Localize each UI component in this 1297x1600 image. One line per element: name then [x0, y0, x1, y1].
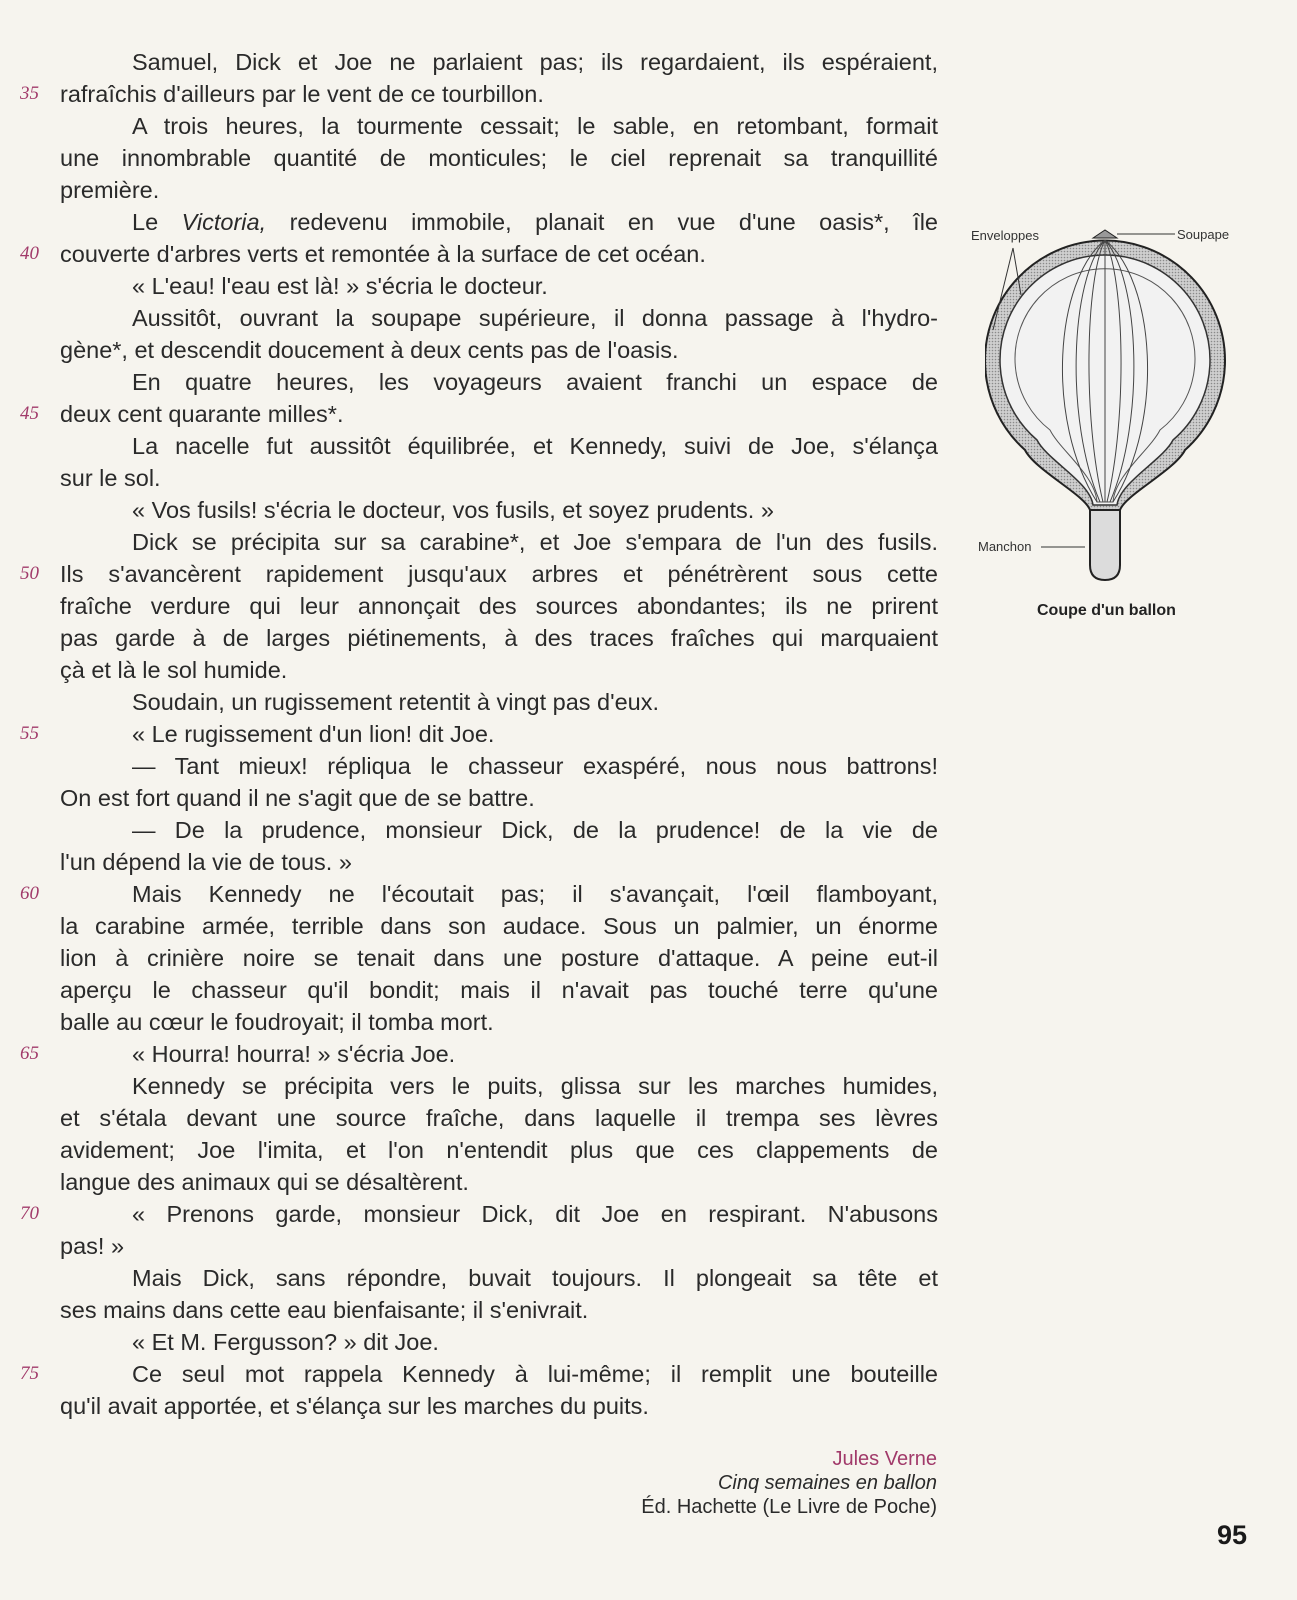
text-line: [60, 1294, 938, 1326]
line-text: deux cent quarante milles*.: [60, 401, 344, 427]
text-line: [20, 1198, 938, 1230]
text-line: [60, 1230, 938, 1262]
label-soupape: Soupape: [1177, 227, 1230, 242]
line-text: balle au cœur le foudroyait; il tomba mort.: [60, 1009, 494, 1035]
line-text: pas! »: [60, 1233, 125, 1259]
text-line: [60, 174, 938, 206]
line-text: Soudain, un rugissement retentit à vingt pas d'eux.: [132, 689, 660, 715]
text-line: [60, 302, 938, 334]
line-text: aperçu le chasseur qu'il bondit; mais il n'avait pas touché terre qu'une: [60, 977, 938, 1003]
text-line: [60, 590, 938, 622]
text-line: [20, 558, 938, 590]
text-line: [60, 814, 938, 846]
text-line: [20, 1038, 938, 1070]
line-text: redevenu immobile, planait en vue d'une oasis*, île: [266, 209, 938, 235]
text-line: [60, 110, 938, 142]
author-name: Jules Verne: [832, 1448, 937, 1470]
line-text: Aussitôt, ouvrant la soupape supérieure, il donna passage à l'hydro-: [132, 305, 938, 331]
text-line: [20, 238, 938, 270]
text-line: [60, 1102, 938, 1134]
line-number: 55: [20, 723, 39, 744]
line-text: sur le sol.: [60, 465, 161, 491]
text-line: [60, 974, 938, 1006]
line-text: langue des animaux qui se désaltèrent.: [60, 1169, 469, 1195]
line-number: 45: [20, 403, 39, 424]
line-text: Ce seul mot rappela Kennedy à lui-même; il remplit une bouteille: [132, 1361, 938, 1387]
text-line: [60, 1070, 938, 1102]
line-text: Mais Kennedy ne l'écoutait pas; il s'avançait, l'œil flamboyant,: [132, 881, 938, 907]
text-line: [60, 910, 938, 942]
line-text: La nacelle fut aussitôt équilibrée, et Kennedy, suivi de Joe, s'élança: [132, 433, 938, 459]
ship-name: Victoria,: [181, 209, 267, 235]
text-line: [60, 942, 938, 974]
label-enveloppes: Enveloppes: [971, 228, 1039, 243]
line-text: Kennedy se précipita vers le puits, glissa sur les marches humides,: [132, 1073, 938, 1099]
text-line: [60, 1390, 938, 1422]
text-line: [60, 46, 938, 78]
line-text: ses mains dans cette eau bienfaisante; il s'enivrait.: [60, 1297, 589, 1323]
figure-caption: Coupe d'un ballon: [1037, 602, 1176, 619]
line-number: 40: [20, 243, 39, 264]
valve-shape: [1093, 230, 1117, 238]
text-line: [60, 686, 938, 718]
text-line: [60, 1006, 938, 1038]
line-text: qu'il avait apportée, et s'élança sur les marches du puits.: [60, 1393, 649, 1419]
text-line: [60, 270, 938, 302]
text-line: [60, 430, 938, 462]
text-line: [60, 1134, 938, 1166]
text-line: [60, 1326, 938, 1358]
line-text: fraîche verdure qui leur annonçait des sources abondantes; ils ne prirent: [60, 593, 938, 619]
text-line: [60, 846, 938, 878]
line-text: « Prenons garde, monsieur Dick, dit Joe en respirant. N'abusons: [132, 1201, 938, 1227]
line-text: A trois heures, la tourmente cessait; le sable, en retombant, formait: [132, 113, 938, 139]
line-text: « Le rugissement d'un lion! dit Joe.: [132, 721, 495, 747]
line-number: 50: [20, 563, 39, 584]
line-text: et s'étala devant une source fraîche, dans laquelle il trempa ses lèvres: [60, 1105, 938, 1131]
line-text: couverte d'arbres verts et remontée à la surface de cet océan.: [60, 241, 706, 267]
line-text: Dick se précipita sur sa carabine*, et Joe s'empara de l'un des fusils.: [132, 529, 938, 555]
line-number: 65: [20, 1043, 39, 1064]
line-text: Samuel, Dick et Joe ne parlaient pas; ils regardaient, ils espéraient,: [132, 49, 938, 75]
line-text: Mais Dick, sans répondre, buvait toujours. Il plongeait sa tête et: [132, 1265, 938, 1291]
line-text: Ils s'avancèrent rapidement jusqu'aux arbres et pénétrèrent sous cette: [60, 561, 938, 587]
text-line: [20, 78, 938, 110]
text-line: [60, 654, 938, 686]
line-text: — De la prudence, monsieur Dick, de la prudence! de la vie de: [132, 817, 938, 843]
text-line: [20, 398, 938, 430]
line-text: « Vos fusils! s'écria le docteur, vos fusils, et soyez prudents. »: [132, 497, 774, 523]
book-title: Cinq semaines en ballon: [717, 1472, 937, 1494]
attribution: [641, 1447, 937, 1519]
line-text: — Tant mieux! répliqua le chasseur exaspéré, nous nous battrons!: [132, 753, 938, 779]
text-line: [60, 206, 938, 238]
line-text: En quatre heures, les voyageurs avaient franchi un espace de: [132, 369, 938, 395]
line-text: l'un dépend la vie de tous. »: [60, 849, 352, 875]
line-number: 60: [20, 883, 39, 904]
line-text: rafraîchis d'ailleurs par le vent de ce tourbillon.: [60, 81, 544, 107]
line-text: gène*, et descendit doucement à deux cents pas de l'oasis.: [60, 337, 679, 363]
line-text: la carabine armée, terrible dans son audace. Sous un palmier, un énorme: [60, 913, 938, 939]
text-line: [60, 1262, 938, 1294]
balloon-diagram: [985, 220, 1285, 640]
publisher: Éd. Hachette (Le Livre de Poche): [641, 1496, 937, 1518]
line-text: « Hourra! hourra! » s'écria Joe.: [132, 1041, 456, 1067]
text-line: [20, 878, 938, 910]
line-text: pas garde à de larges piétinements, à des traces fraîches qui marquaient: [60, 625, 938, 651]
line-number: 35: [20, 83, 39, 104]
text-line: [60, 782, 938, 814]
text-line: [60, 526, 938, 558]
line-text: lion à crinière noire se tenait dans une posture d'attaque. A peine eut-il: [60, 945, 938, 971]
line-number: 70: [20, 1203, 39, 1224]
main-text: [20, 46, 938, 1422]
line-text: première.: [60, 177, 160, 203]
line-text: « Et M. Fergusson? » dit Joe.: [132, 1329, 439, 1355]
text-line: [60, 334, 938, 366]
balloon-sleeve: [1090, 510, 1120, 580]
line-text: « L'eau! l'eau est là! » s'écria le docteur.: [132, 273, 548, 299]
line-text: avidement; Joe l'imita, et l'on n'entendit plus que ces clappements de: [60, 1137, 938, 1163]
text-line: [60, 750, 938, 782]
line-text: çà et là le sol humide.: [60, 657, 288, 683]
text-line: [60, 462, 938, 494]
page-number: 95: [1216, 1520, 1247, 1550]
line-number: 75: [20, 1363, 39, 1384]
label-manchon: Manchon: [978, 539, 1032, 554]
text-line: [60, 142, 938, 174]
text-line: [60, 366, 938, 398]
line-text-prefix: Le: [132, 209, 182, 235]
text-line: [20, 718, 938, 750]
text-line: [60, 622, 938, 654]
balloon-envelope: [985, 240, 1225, 510]
text-line: [60, 494, 938, 526]
line-text: On est fort quand il ne s'agit que de se battre.: [60, 785, 535, 811]
text-line: [20, 1358, 938, 1390]
line-text: une innombrable quantité de monticules; le ciel reprenait sa tranquillité: [60, 145, 938, 171]
text-line: [60, 1166, 938, 1198]
